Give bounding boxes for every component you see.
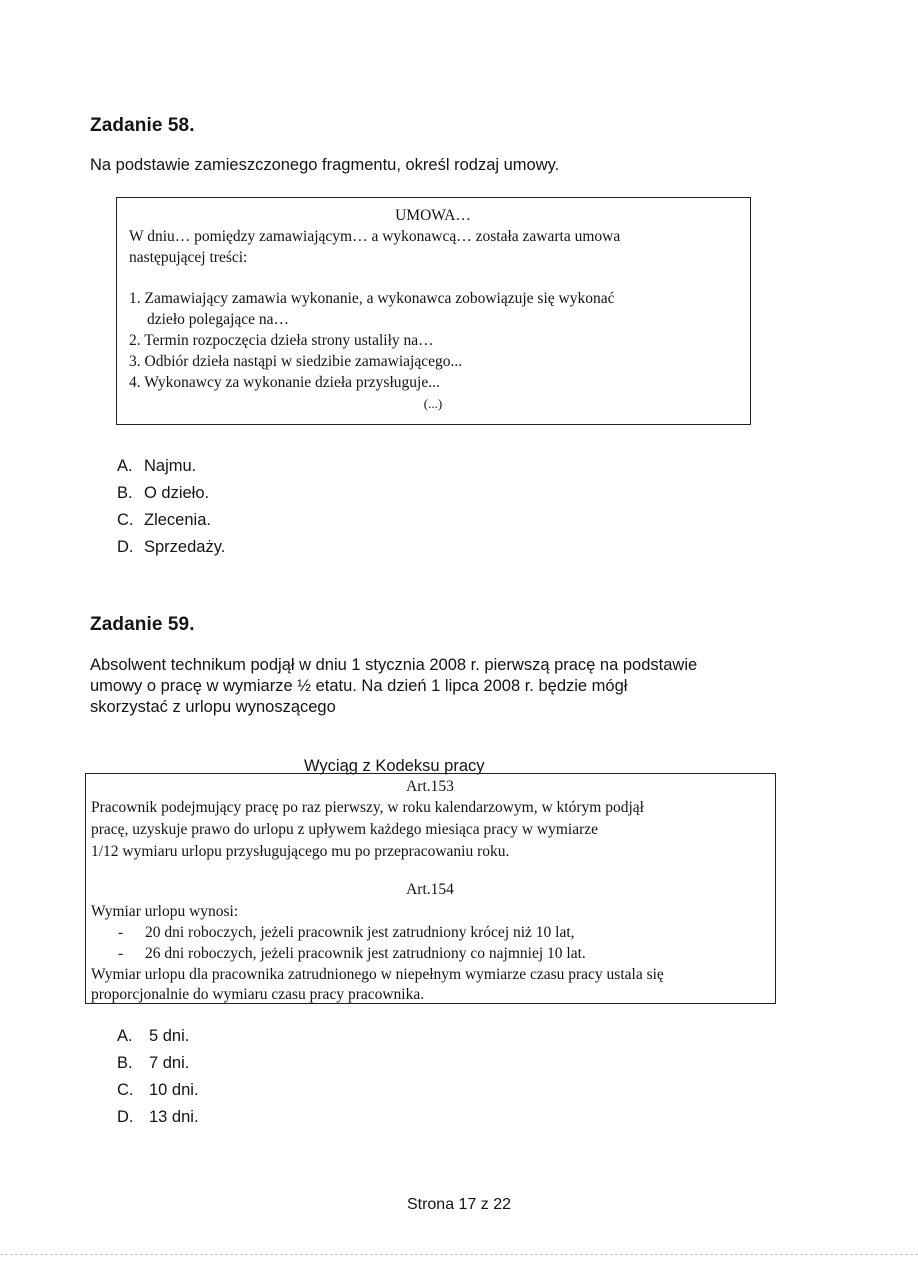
contract-item-3: 3. Odbiór dzieła nastąpi w siedzibie zamawiającego...: [129, 353, 463, 370]
answer-text: Zlecenia.: [144, 511, 211, 529]
answer-58-d[interactable]: [117, 537, 225, 558]
page-number: Strona 17 z 22: [406, 1196, 512, 1213]
contract-heading: UMOWA…: [395, 207, 471, 224]
art-154-bullet1: 20 dni roboczych, jeżeli pracownik jest zatrudniony krócej niż 10 lat,: [145, 924, 575, 941]
answer-letter: D.: [117, 538, 134, 556]
answer-text: Sprzedaży.: [144, 538, 226, 556]
answer-text: 13 dni.: [149, 1108, 199, 1126]
contract-intro-line1: W dniu… pomiędzy zamawiającym… a wykonawcą… została zawarta umowa: [129, 228, 621, 245]
answer-letter: B.: [117, 484, 133, 502]
labor-code-box: [85, 773, 776, 1004]
bullet-dash: -: [118, 945, 124, 962]
answer-text: Najmu.: [144, 457, 197, 475]
task-58-question: Na podstawie zamieszczonego fragmentu, określ rodzaj umowy.: [90, 156, 560, 174]
answer-59-b[interactable]: [117, 1053, 189, 1074]
answer-letter: A.: [117, 1027, 133, 1045]
art-153-line2: pracę, uzyskuje prawo do urlopu z upływem każdego miesiąca pracy w wymiarze: [91, 821, 598, 838]
art-154-intro: Wymiar urlopu wynosi:: [91, 903, 239, 920]
contract-box: [116, 197, 751, 425]
task-58-title: Zadanie 58.: [90, 115, 195, 136]
answer-letter: C.: [117, 511, 134, 529]
excerpt-title: Wyciąg z Kodeksu pracy: [304, 757, 485, 775]
answer-letter: A.: [117, 457, 133, 475]
task-59-question-line2: umowy o pracę w wymiarze ½ etatu. Na dzień 1 lipca 2008 r. będzie mógł: [90, 677, 628, 695]
contract-item-1-line1: 1. Zamawiający zamawia wykonanie, a wykonawca zobowiązuje się wykonać: [129, 290, 615, 307]
answer-59-c[interactable]: [117, 1080, 199, 1101]
task-59-title: Zadanie 59.: [90, 614, 195, 635]
answer-letter: B.: [117, 1054, 133, 1072]
art-154-heading: Art.154: [406, 881, 454, 898]
art-154-bullet2: 26 dni roboczych, jeżeli pracownik jest zatrudniony co najmniej 10 lat.: [145, 945, 586, 962]
art-153-heading: Art.153: [406, 778, 454, 795]
scan-edge-divider: [0, 1254, 918, 1255]
answer-58-b[interactable]: [117, 483, 209, 504]
art-153-line3: 1/12 wymiaru urlopu przysługującego mu po przepracowaniu roku.: [91, 843, 510, 860]
answer-59-a[interactable]: [117, 1026, 189, 1047]
answer-letter: D.: [117, 1108, 134, 1126]
bullet-dash: -: [118, 924, 124, 941]
answer-text: 5 dni.: [149, 1027, 190, 1045]
answer-59-d[interactable]: [117, 1107, 199, 1128]
contract-item-2: 2. Termin rozpoczęcia dzieła strony ustaliły na…: [129, 332, 434, 349]
answer-letter: C.: [117, 1081, 134, 1099]
answer-text: 10 dni.: [149, 1081, 199, 1099]
art-154-closing-line1: Wymiar urlopu dla pracownika zatrudnionego w niepełnym wymiarze czasu pracy ustala się: [91, 966, 664, 983]
answer-58-c[interactable]: [117, 510, 211, 531]
art-154-closing-line2: proporcjonalnie do wymiaru czasu pracy pracownika.: [91, 986, 425, 1003]
contract-item-4: 4. Wykonawcy za wykonanie dzieła przysługuje...: [129, 374, 440, 391]
answer-58-a[interactable]: [117, 456, 196, 477]
answer-text: 7 dni.: [149, 1054, 190, 1072]
task-59-question-line1: Absolwent technikum podjął w dniu 1 stycznia 2008 r. pierwszą pracę na podstawie: [90, 656, 698, 674]
contract-intro-line2: następującej treści:: [129, 249, 248, 266]
contract-item-1-line2: dzieło polegające na…: [147, 311, 290, 328]
art-153-line1: Pracownik podejmujący pracę po raz pierwszy, w roku kalendarzowym, w którym podjął: [91, 799, 644, 816]
answer-text: O dzieło.: [144, 484, 210, 502]
contract-ellipsis: (...): [423, 396, 443, 411]
task-59-question-line3: skorzystać z urlopu wynoszącego: [90, 698, 336, 716]
